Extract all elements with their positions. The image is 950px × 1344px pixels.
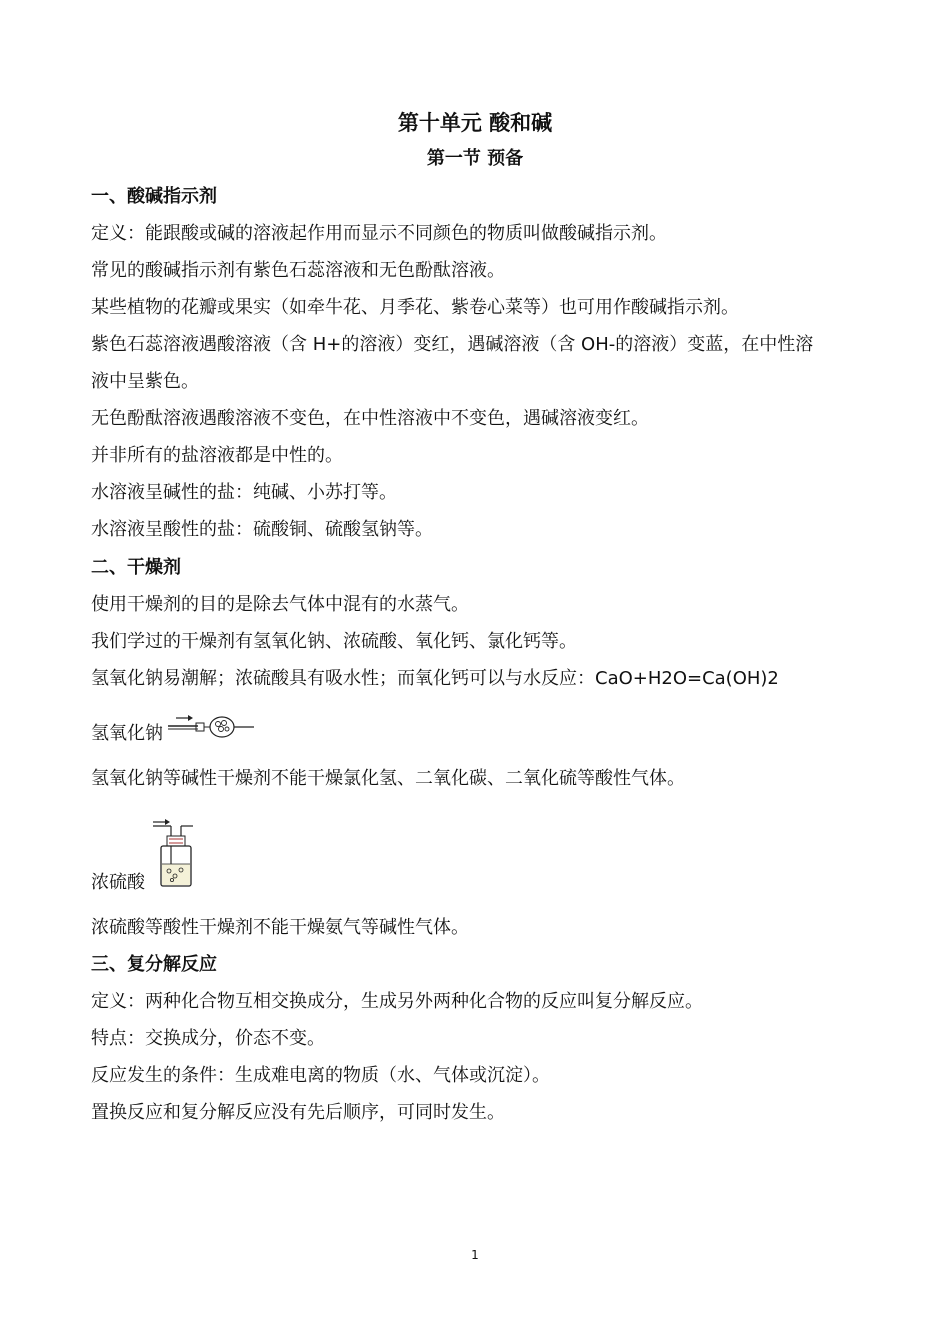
paragraph-line: 使用干燥剂的目的是除去气体中混有的水蒸气。 (91, 594, 469, 615)
section-heading-double-decomposition: 三、复分解反应 (91, 954, 217, 975)
paragraph-line: 定义：能跟酸或碱的溶液起作用而显示不同颜色的物质叫做酸碱指示剂。 (91, 223, 667, 244)
naoh-figure-line (91, 721, 271, 751)
page-number: 1 (471, 1248, 479, 1262)
section-heading-indicator: 一、酸碱指示剂 (91, 186, 217, 207)
paragraph-line: 我们学过的干燥剂有氢氧化钠、浓硫酸、氧化钙、氯化钙等。 (91, 631, 577, 652)
paragraph-line: 氢氧化钠等碱性干燥剂不能干燥氯化氢、二氧化碳、二氧化硫等酸性气体。 (91, 768, 685, 789)
paragraph-line: 定义：两种化合物互相交换成分，生成另外两种化合物的反应叫复分解反应。 (91, 991, 703, 1012)
paragraph-line: 反应发生的条件：生成难电离的物质（水、气体或沉淀）。 (91, 1065, 550, 1086)
paragraph-line: 液中呈紫色。 (91, 371, 199, 392)
drying-tube-icon (168, 713, 254, 739)
h2so4-figure-line (91, 870, 251, 900)
page-title: 第十单元 酸和碱 (397, 111, 553, 135)
paragraph-line: 常见的酸碱指示剂有紫色石蕊溶液和无色酚酞溶液。 (91, 260, 505, 281)
paragraph-line: 某些植物的花瓣或果实（如牵牛花、月季花、紫卷心菜等）也可用作酸碱指示剂。 (91, 297, 739, 318)
paragraph-line: 并非所有的盐溶液都是中性的。 (91, 445, 343, 466)
naoh-label: 氢氧化钠 (91, 723, 163, 744)
page-subtitle: 第一节 预备 (426, 148, 524, 169)
paragraph-line: 无色酚酞溶液遇酸溶液不变色，在中性溶液中不变色，遇碱溶液变红。 (91, 408, 649, 429)
h2so4-label: 浓硫酸 (91, 872, 145, 893)
section-heading-desiccant: 二、干燥剂 (91, 557, 181, 578)
paragraph-line: 紫色石蕊溶液遇酸溶液（含 H+的溶液）变红，遇碱溶液（含 OH-的溶液）变蓝，在中性溶 (91, 334, 814, 355)
paragraph-line: 氢氧化钠易潮解；浓硫酸具有吸水性；而氧化钙可以与水反应：CaO+H2O=Ca(OH)2 (91, 668, 779, 689)
paragraph-line: 置换反应和复分解反应没有先后顺序，可同时发生。 (91, 1102, 505, 1123)
paragraph-line: 浓硫酸等酸性干燥剂不能干燥氨气等碱性气体。 (91, 917, 469, 938)
paragraph-line: 特点：交换成分，价态不变。 (91, 1028, 325, 1049)
paragraph-line: 水溶液呈碱性的盐：纯碱、小苏打等。 (91, 482, 397, 503)
gas-washing-bottle-icon (151, 814, 197, 888)
paragraph-line: 水溶液呈酸性的盐：硫酸铜、硫酸氢钠等。 (91, 519, 433, 540)
